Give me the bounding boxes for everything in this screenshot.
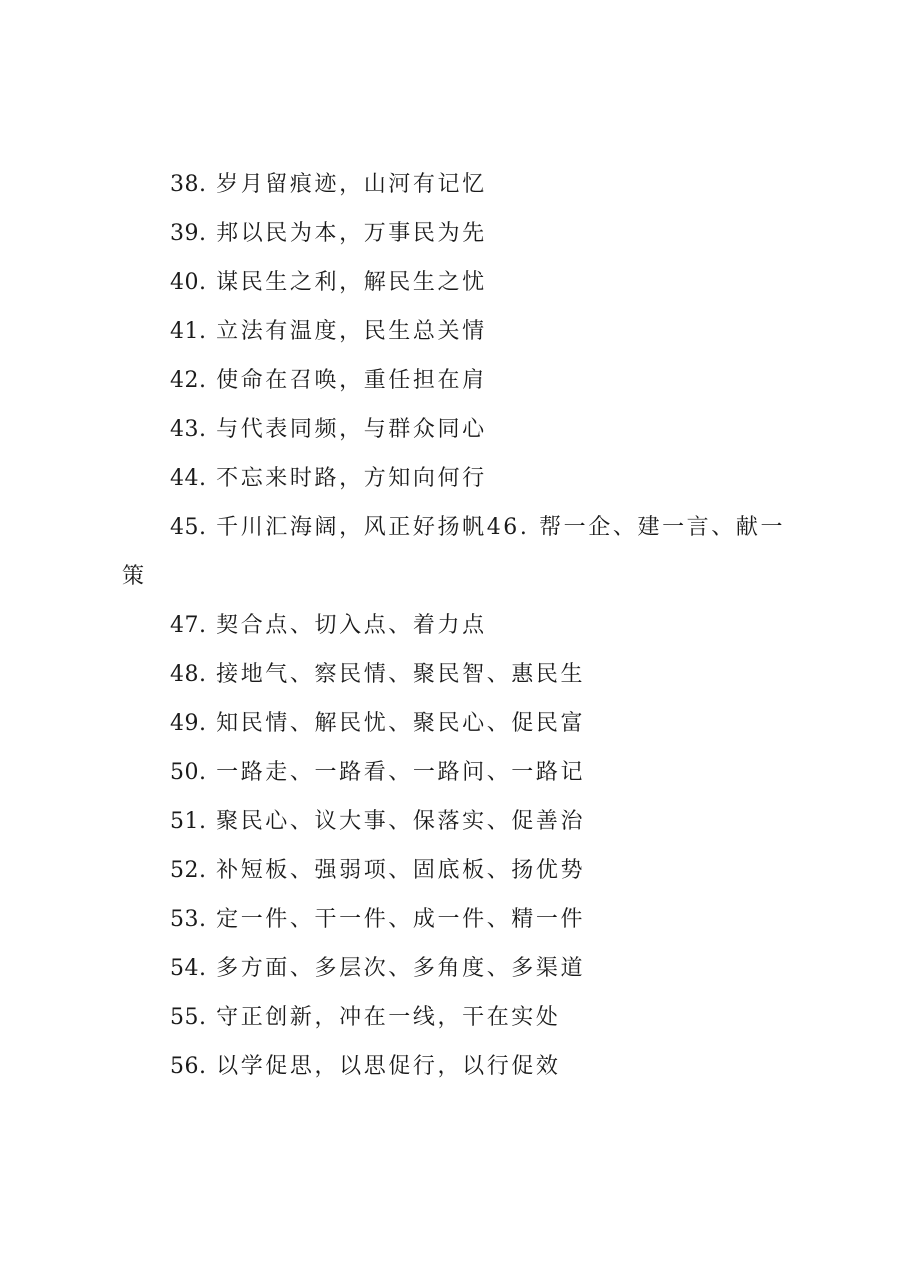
item-text: 守正创新，冲在一线，干在实处 bbox=[216, 1005, 561, 1030]
item-number: 49. bbox=[170, 711, 207, 736]
item-text: 定一件、干一件、成一件、精一件 bbox=[216, 907, 586, 932]
item-text: 邦以民为本，万事民为先 bbox=[216, 221, 487, 246]
list-item bbox=[122, 954, 812, 984]
item-number: 53. bbox=[170, 907, 207, 932]
item-number: 40. bbox=[170, 270, 207, 295]
list-item bbox=[122, 807, 812, 837]
list-item bbox=[122, 317, 812, 347]
item-number: 50. bbox=[170, 760, 207, 785]
item-text: 补短板、强弱项、固底板、扬优势 bbox=[216, 858, 586, 883]
item-text: 知民情、解民忧、聚民心、促民富 bbox=[216, 711, 586, 736]
item-number: 41. bbox=[170, 319, 207, 344]
item-text: 谋民生之利，解民生之忧 bbox=[216, 270, 487, 295]
item-number: 38. bbox=[170, 172, 207, 197]
list-item bbox=[122, 660, 812, 690]
item-number: 44. bbox=[170, 466, 207, 491]
item-number: 54. bbox=[170, 956, 207, 981]
item-number: 56. bbox=[170, 1054, 207, 1079]
item-number: 39. bbox=[170, 221, 207, 246]
list-item bbox=[122, 1052, 812, 1082]
item-number: 45. bbox=[170, 515, 207, 540]
item-text: 接地气、察民情、聚民智、惠民生 bbox=[216, 662, 586, 687]
list-item bbox=[122, 709, 812, 739]
item-number: 48. bbox=[170, 662, 207, 687]
item-text: 立法有温度，民生总关情 bbox=[216, 319, 487, 344]
item-text: 使命在召唤，重任担在肩 bbox=[216, 368, 487, 393]
item-number: 43. bbox=[170, 417, 207, 442]
item-text: 聚民心、议大事、保落实、促善治 bbox=[216, 809, 586, 834]
item-text: 岁月留痕迹，山河有记忆 bbox=[216, 172, 487, 197]
list-item-continuation bbox=[122, 562, 812, 592]
list-item bbox=[122, 758, 812, 788]
list-item bbox=[122, 1003, 812, 1033]
list-item bbox=[122, 513, 812, 543]
list-item bbox=[122, 611, 812, 641]
item-number: 52. bbox=[170, 858, 207, 883]
item-text: 不忘来时路，方知向何行 bbox=[216, 466, 487, 491]
list-item bbox=[122, 366, 812, 396]
list-item bbox=[122, 415, 812, 445]
item-number: 51. bbox=[170, 809, 207, 834]
item-text: 策 bbox=[122, 564, 147, 589]
item-text: 与代表同频，与群众同心 bbox=[216, 417, 487, 442]
list-item bbox=[122, 905, 812, 935]
item-number: 55. bbox=[170, 1005, 207, 1030]
item-number: 47. bbox=[170, 613, 207, 638]
item-text: 一路走、一路看、一路问、一路记 bbox=[216, 760, 586, 785]
list-item bbox=[122, 268, 812, 298]
list-item bbox=[122, 856, 812, 886]
item-text: 多方面、多层次、多角度、多渠道 bbox=[216, 956, 586, 981]
list-item bbox=[122, 219, 812, 249]
list-item bbox=[122, 170, 812, 200]
item-text: 契合点、切入点、着力点 bbox=[216, 613, 487, 638]
item-text: 千川汇海阔，风正好扬帆46. 帮一企、建一言、献一 bbox=[216, 515, 786, 540]
list-item bbox=[122, 464, 812, 494]
item-number: 42. bbox=[170, 368, 207, 393]
item-text: 以学促思，以思促行，以行促效 bbox=[216, 1054, 561, 1079]
